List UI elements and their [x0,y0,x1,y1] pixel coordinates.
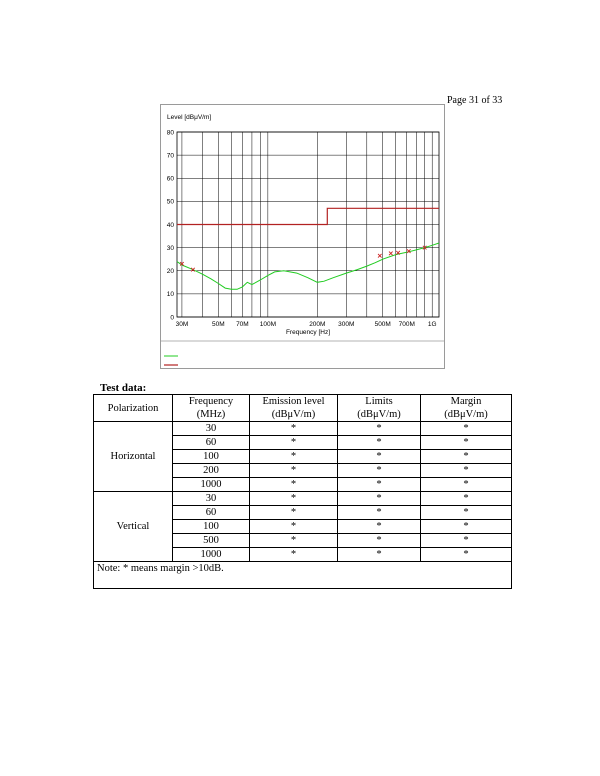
y-tick-label: 20 [166,268,174,276]
y-tick-label: 10 [166,291,174,299]
header-row [94,395,512,422]
frequency-cell: 500 [173,534,250,548]
limits-cell: * [338,492,421,506]
emission-level-cell: * [250,450,338,464]
emission-level-cell: * [250,436,338,450]
table-note: Note: * means margin >10dB. [94,562,512,589]
limits-cell: * [338,450,421,464]
emission-level-cell: * [250,534,338,548]
chart-svg [161,105,444,368]
x-tick-label: 200M [309,321,326,328]
polarization-cell: Horizontal [94,422,173,492]
limits-cell: * [338,478,421,492]
y-tick-label: 30 [166,244,174,252]
header-frequency: Frequency (MHz) [173,395,250,422]
y-tick-label: 80 [166,129,174,137]
x-tick-label: 100M [259,321,276,328]
frequency-cell: 1000 [173,478,250,492]
header-margin: Margin (dBμV/m) [421,395,512,422]
header-emission-level: Emission level (dBμV/m) [250,395,338,422]
x-tick-label: 500M [374,321,391,328]
x-tick-label: 50M [212,321,225,328]
header-polarization: Polarization [94,395,173,422]
note-row [94,562,512,589]
x-axis-label: Frequency [Hz] [285,329,331,336]
x-tick-label: 70M [236,321,249,328]
x-tick-label: 30M [175,321,189,328]
limits-cell: * [338,520,421,534]
margin-cell: * [421,520,512,534]
y-tick-label: 50 [166,198,174,206]
header-limits: Limits (dBμV/m) [338,395,421,422]
limits-cell: * [338,506,421,520]
frequency-cell: 100 [173,520,250,534]
emission-level-cell: * [250,478,338,492]
emission-chart [160,104,445,369]
margin-cell: * [421,506,512,520]
test-data-table [93,394,512,589]
limits-cell: * [338,548,421,562]
test-data-title: Test data: [100,382,147,394]
y-tick-label: 0 [170,314,174,322]
emission-level-cell: * [250,422,338,436]
emission-level-cell: * [250,548,338,562]
emission-level-cell: * [250,464,338,478]
limits-cell: * [338,436,421,450]
margin-cell: * [421,450,512,464]
x-tick-label: 1G [427,321,437,328]
frequency-cell: 60 [173,436,250,450]
margin-cell: * [421,534,512,548]
y-axis-label: Level [dBμV/m] [167,114,212,121]
x-tick-label: 700M [398,321,415,328]
frequency-cell: 30 [173,492,250,506]
margin-cell: * [421,492,512,506]
emission-level-cell: * [250,520,338,534]
y-tick-label: 70 [166,152,174,160]
margin-cell: * [421,464,512,478]
table-row [94,492,512,506]
emission-level-cell: * [250,506,338,520]
polarization-cell: Vertical [94,492,173,562]
limits-cell: * [338,422,421,436]
limits-cell: * [338,464,421,478]
frequency-cell: 60 [173,506,250,520]
frequency-cell: 200 [173,464,250,478]
frequency-cell: 100 [173,450,250,464]
margin-cell: * [421,548,512,562]
table-row [94,422,512,436]
x-tick-label: 300M [338,321,355,328]
limits-cell: * [338,534,421,548]
emission-level-cell: * [250,492,338,506]
margin-cell: * [421,436,512,450]
frequency-cell: 30 [173,422,250,436]
frequency-cell: 1000 [173,548,250,562]
margin-cell: * [421,478,512,492]
y-tick-label: 40 [166,221,174,229]
page-number: Page 31 of 33 [447,95,503,106]
margin-cell: * [421,422,512,436]
y-tick-label: 60 [166,175,174,183]
